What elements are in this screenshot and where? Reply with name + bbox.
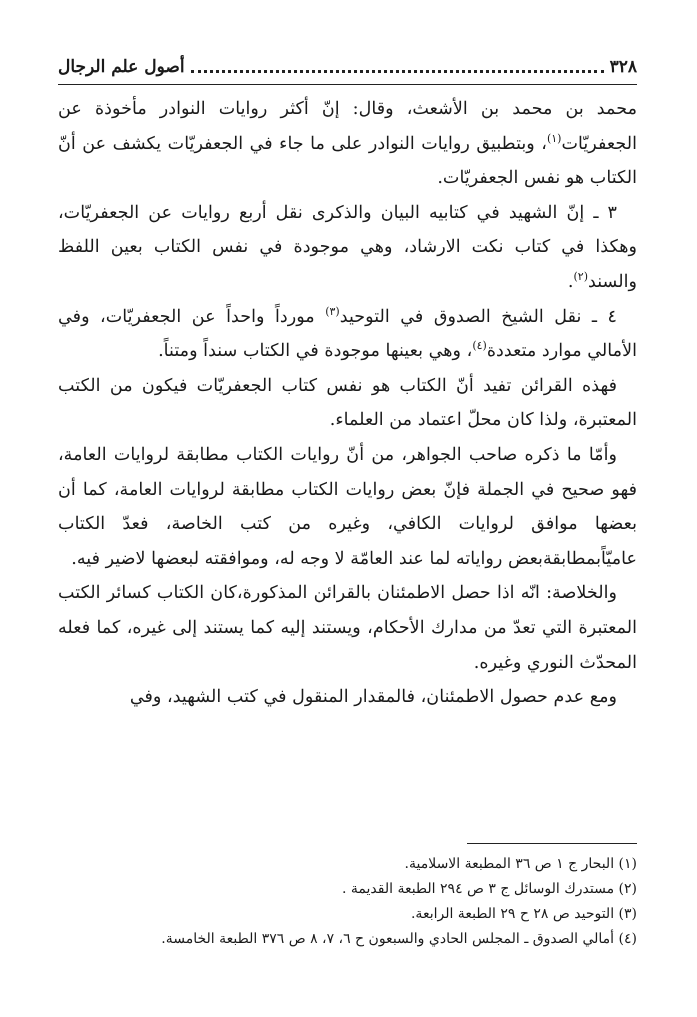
paragraph: محمد بن محمد بن الأشعث، وقال: إنّ أكثر روايات النوادر مأخوذة عن الجعفريّات$^{(١)}$، وبتطبيق روايات النوادر على ما جاء في الجعفريّات يكشف عن أنّ الكتاب هو نفس الجعفريّات.: [58, 99, 637, 189]
footnote: (٢) مستدرك الوسائل ج ٣ ص ٢٩٤ الطبعة القديمة .: [342, 881, 637, 897]
leader-dots: [191, 70, 604, 73]
footnote-ref: (١): [546, 131, 562, 145]
footnote-ref: (٢): [573, 270, 589, 284]
paragraph: وأمّا ما ذكره صاحب الجواهر، من أنّ روايات الكتاب مطابقة لروايات العامة، فهو صحيح في الجملة فإنّ بعض روايات الكتاب مطابقة لروايات العامة، كما أن بعضها موافق لروايات الكافي، وغيره من كتب الخاصة، فعدّ الكتاب عاميّاًبمطابقةبعض رواياته لما عند العامّة لا وجه له، وموافقته لبعضها لاضير فيه.: [58, 444, 637, 569]
running-title: أصول علم الرجال: [58, 57, 185, 77]
paragraph: ومع عدم حصول الاطمئنان، فالمقدار المنقول في كتب الشهيد، وفي: [129, 687, 617, 708]
footnote-rule: [467, 843, 637, 844]
header-rule: [58, 84, 637, 85]
paragraph: ٣ ـ إنّ الشهيد في كتابيه البيان والذكرى نقل أربع روايات عن الجعفريّات، وهكذا في كتاب نكت الارشاد، وهي موجودة في نفس الكتاب بعين اللفظ والسند$^{(٢)}$.: [58, 202, 637, 292]
footnote: (٣) التوحيد ص ٢٨ ح ٢٩ الطبعة الرابعة.: [410, 906, 637, 922]
main-text: [58, 92, 637, 715]
footnote: (١) البحار ج ١ ص ٣٦ المطبعة الاسلامية.: [404, 856, 637, 872]
footnote-ref: (٣): [325, 304, 340, 318]
paragraph: والخلاصة: انّه اذا حصل الاطمئنان بالقرائن المذكورة،كان الكتاب كسائر الكتب المعتبرة التي تعدّ من مدارك الأحكام، ويستند إليه كما يستند إلى غيره، كما فعله المحدّث النوري وغيره.: [58, 583, 637, 673]
footnote: (٤) أمالي الصدوق ـ المجلس الحادي والسبعون ح ٦، ٧، ٨ ص ٣٧٦ الطبعة الخامسة.: [161, 931, 637, 947]
footnotes: [58, 852, 637, 952]
footnote-ref: (٤): [472, 339, 487, 353]
page-number: ٣٢٨: [609, 57, 637, 77]
paragraph: ٤ ـ نقل الشيخ الصدوق في التوحيد$^{(٣)}$ مورداً واحداً عن الجعفريّات، وفي الأمالي موارد متعددة$^{(٤)}$، وهي بعينها موجودة في الكتاب سنداً ومتناً.: [58, 304, 637, 362]
paragraph: فهذه القرائن تفيد أنّ الكتاب هو نفس كتاب الجعفريّات فيكون من الكتب المعتبرة، ولذا كان محلّ اعتماد من العلماء.: [58, 375, 637, 431]
page-header: [58, 52, 637, 82]
